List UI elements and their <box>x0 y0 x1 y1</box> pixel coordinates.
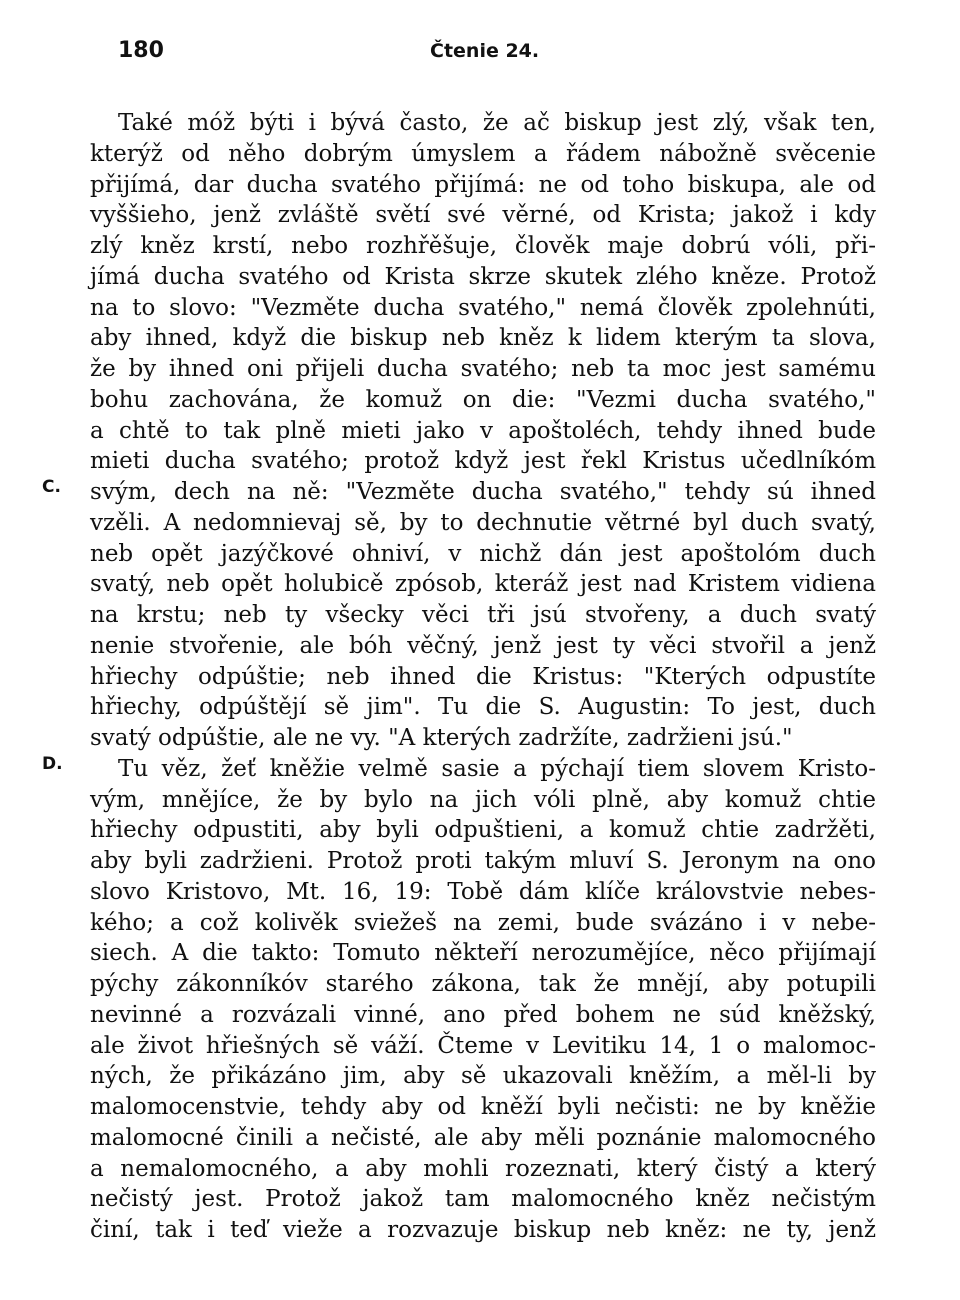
text-line: vzěli. A nedomnievaj sě, by to dechnutie větrné byl duch svatý, <box>90 509 876 536</box>
text-line: činí, tak i teď vieže a rozvazuje biskup neb kněz: ne ty, jenž <box>90 1217 876 1243</box>
text-line: Také móž býti i bývá často, že ač biskup jest zlý, však ten, <box>118 110 876 136</box>
text-line: nevinné a rozvázali vinné, ano před bohem ne súd kněžský, <box>90 1001 876 1028</box>
text-line: hřiechy, odpúštějí sě jim". Tu die S. Augustin: To jest, duch <box>90 694 876 721</box>
text-line: vyššieho, jenž zvláště světí své věrné, od Krista; jakož i kdy <box>90 202 876 229</box>
text-line: mieti ducha svatého; protož když jest řekl Kristus učedlníkóm <box>90 448 876 475</box>
text-line: neb opět jazýčkové ohniví, v nichž dán jest apoštolóm duch <box>90 540 876 567</box>
margin-mark-c: C. <box>42 477 61 497</box>
text-line: na to slovo: "Vezměte ducha svatého," nemá člověk zpolehnúti, <box>90 294 876 321</box>
text-line: a nemalomocného, a aby mohli rozeznati, který čistý a který <box>90 1155 876 1182</box>
running-head <box>118 38 876 72</box>
text-line: přijímá, dar ducha svatého přijímá: ne od toho biskupa, ale od <box>90 171 876 198</box>
text-line: bohu zachována, že komuž on die: "Vezmi ducha svatého," <box>90 386 876 413</box>
text-line: aby byli zadržieni. Protož proti takým mluví S. Jeronym na ono <box>90 848 876 874</box>
text-line: ale život hřiešných sě váží. Čteme v Levitiku 14, 1 o malomoc- <box>90 1032 876 1059</box>
text-line: malomocenstvie, tehdy aby od kněží byli nečisti: ne by kněžie <box>90 1094 876 1120</box>
text-line: aby ihned, když die biskup neb kněz k lidem kterým ta slova, <box>90 325 876 352</box>
page-number: 180 <box>118 38 164 63</box>
text-line: svatý odpúštie, ale ne vy. "A kterých zadržíte, zadržieni jsú." <box>90 725 793 751</box>
text-line: hřiechy odpúštie; neb ihned die Kristus: "Kterých odpustíte <box>90 663 876 690</box>
text-line: že by ihned oni přijeli ducha svatého; neb ta moc jest samému <box>90 356 876 382</box>
text-line: kterýž od něho dobrým úmyslem a řádem nábožně svěcenie <box>90 140 876 167</box>
text-line: hřiechy odpustiti, aby byli odpuštieni, a komuž chtie zadržěti, <box>90 817 876 844</box>
text-line: nenie stvořenie, ale bóh věčný, jenž jest ty věci stvořil a jenž <box>90 632 876 659</box>
text-line: vým, mnějíce, že by bylo na jich vóli plně, aby komuž chtie <box>90 786 876 813</box>
paragraph-c-wrapper <box>42 477 876 508</box>
text-line: zlý kněz krstí, nebo rozhřěšuje, člověk maje dobrú vóli, při- <box>90 233 876 259</box>
text-line: ných, že přikázáno jim, aby sě ukazovali kněžím, a měl-li by <box>90 1063 876 1090</box>
text-line: Tu věz, žeť kněžie velmě sasie a pýchají tiem slovem Kristo- <box>118 755 876 782</box>
margin-mark-d: D. <box>42 753 63 774</box>
text-line: a chtě to tak plně mieti jako v apoštoléch, tehdy ihned bude <box>90 417 876 444</box>
text-line: pýchy zákonníkóv starého zákona, tak že mnějí, aby potupili <box>90 971 876 997</box>
text-line: siech. A die takto: Tomuto někteří nerozumějíce, něco přijímají <box>90 940 876 967</box>
text-line: kého; a což kolivěk sviežeš na zemi, bude svázáno i v nebe- <box>90 909 876 936</box>
text-line: nečistý jest. Protož jakož tam malomocného kněz nečistým <box>90 1186 876 1213</box>
body-text <box>42 108 876 1246</box>
chapter-title: Čtenie 24. <box>430 40 540 62</box>
text-line: svatý, neb opět holubicě zpósob, kteráž jest nad Kristem vidiena <box>90 571 876 598</box>
paragraph-d-wrapper <box>42 753 876 785</box>
text-line: slovo Kristovo, Mt. 16, 19: Tobě dám klíče královstvie nebes- <box>90 878 876 905</box>
text-line: malomocné činili a nečisté, ale aby měli poznánie malomocného <box>90 1124 876 1151</box>
text-line: na krstu; neb ty všecky věci tři jsú stvořeny, a duch svatý <box>90 602 876 628</box>
text-line: svým, dech na ně: "Vezměte ducha svatého," tehdy sú ihned <box>90 479 876 505</box>
text-line: jímá ducha svatého od Krista skrze skutek zlého kněze. Protož <box>90 263 876 290</box>
